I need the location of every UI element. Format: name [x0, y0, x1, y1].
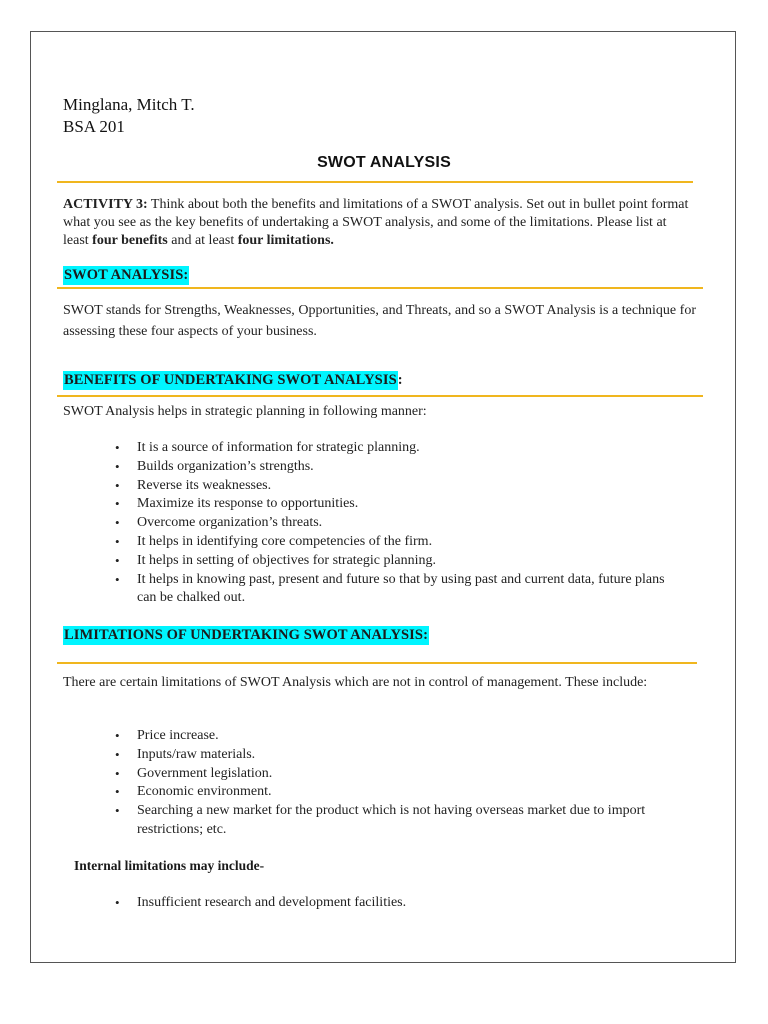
limitation-item — [115, 802, 655, 840]
activity-label: ACTIVITY 3: — [63, 197, 148, 212]
bullet-icon: • — [115, 515, 120, 531]
limitations-list — [115, 727, 655, 840]
limitation-item — [115, 727, 655, 746]
limitation-item-text: Price increase. — [137, 728, 219, 743]
title-rule — [57, 181, 693, 183]
benefit-item — [115, 571, 685, 609]
benefits-intro: SWOT Analysis helps in strategic planning in following manner: — [63, 404, 427, 419]
limitation-item-text: Government legislation. — [137, 765, 273, 781]
benefits-rule — [57, 395, 703, 397]
limitation-item-text: Inputs/raw materials. — [137, 746, 256, 762]
benefit-item — [115, 439, 685, 458]
bullet-icon: • — [115, 571, 120, 587]
bullet-icon: • — [115, 765, 120, 781]
benefit-item-text: Maximize its response to opportunities. — [137, 496, 359, 512]
benefit-item-text: It helps in knowing past, present and future so that by using past and current data, future plans can be chalked out. — [137, 571, 665, 606]
swot-heading-label: SWOT ANALYSIS: — [64, 267, 189, 283]
bullet-icon: • — [115, 458, 120, 474]
page-title: SWOT ANALYSIS — [317, 154, 451, 171]
benefits-heading — [63, 370, 403, 390]
swot-heading — [63, 265, 189, 285]
limitations-rule — [57, 662, 697, 664]
internal-limitations-list — [115, 894, 685, 913]
limitation-item — [115, 765, 655, 784]
benefit-item — [115, 514, 685, 533]
benefit-item-text: Builds organization’s strengths. — [137, 458, 314, 474]
benefits-heading-label: BENEFITS OF UNDERTAKING SWOT ANALYSIS — [64, 372, 397, 388]
bullet-icon: • — [115, 746, 120, 762]
limitations-heading — [63, 625, 429, 645]
swot-definition: SWOT stands for Strengths, Weaknesses, Opportunities, and Threats, and so a SWOT Analysis is a technique for assessing these four aspects of your business. — [63, 303, 696, 339]
bullet-icon: • — [115, 496, 120, 512]
author-section: BSA 201 — [63, 117, 125, 136]
benefit-item-text: Overcome organization’s threats. — [137, 515, 323, 531]
author-name: Minglana, Mitch T. — [63, 95, 195, 114]
bullet-icon: • — [115, 803, 120, 819]
internal-limitation-item-text: Insufficient research and development facilities. — [137, 895, 407, 910]
internal-limitations-heading: Internal limitations may include- — [74, 858, 265, 873]
limitations-heading-label: LIMITATIONS OF UNDERTAKING SWOT ANALYSIS: — [64, 627, 429, 643]
internal-limitation-item — [115, 894, 685, 913]
benefit-item-text: Reverse its weaknesses. — [137, 477, 272, 493]
swot-rule — [57, 287, 703, 289]
bullet-icon: • — [115, 728, 120, 743]
bullet-icon: • — [115, 533, 120, 549]
benefit-item — [115, 477, 685, 496]
benefit-item — [115, 552, 685, 571]
bullet-icon: • — [115, 477, 120, 493]
bullet-icon: • — [115, 895, 120, 910]
limitation-item-text: Economic environment. — [137, 784, 272, 800]
activity-instructions — [63, 196, 693, 250]
limitation-item — [115, 746, 655, 765]
bullet-icon: • — [115, 552, 120, 568]
limitation-item-text: Searching a new market for the product which is not having overseas market due to import restrictions; etc. — [137, 803, 646, 837]
limitations-intro: There are certain limitations of SWOT Analysis which are not in control of management. These include: — [63, 675, 648, 690]
activity-text-1: Think about both the benefits and limitations of a SWOT analysis. Set out in bullet point format what you see as the key benefits of undertaking a SWOT analysis, and some of the limitations. Please list at least — [63, 197, 689, 248]
bullet-icon: • — [115, 784, 120, 800]
benefits-list — [115, 439, 685, 608]
bullet-icon: • — [115, 440, 120, 455]
benefit-item-text: It helps in identifying core competencies of the firm. — [137, 533, 433, 549]
benefit-item — [115, 458, 685, 477]
benefit-item — [115, 533, 685, 552]
benefit-item — [115, 495, 685, 514]
activity-bold-limitations: four limitations. — [237, 233, 334, 248]
benefits-heading-colon: : — [397, 372, 403, 388]
benefit-item-text: It is a source of information for strategic planning. — [137, 440, 420, 455]
activity-text-2: and at least — [167, 233, 238, 248]
benefit-item-text: It helps in setting of objectives for strategic planning. — [137, 552, 436, 568]
activity-bold-benefits: four benefits — [92, 233, 168, 248]
limitation-item — [115, 783, 655, 802]
